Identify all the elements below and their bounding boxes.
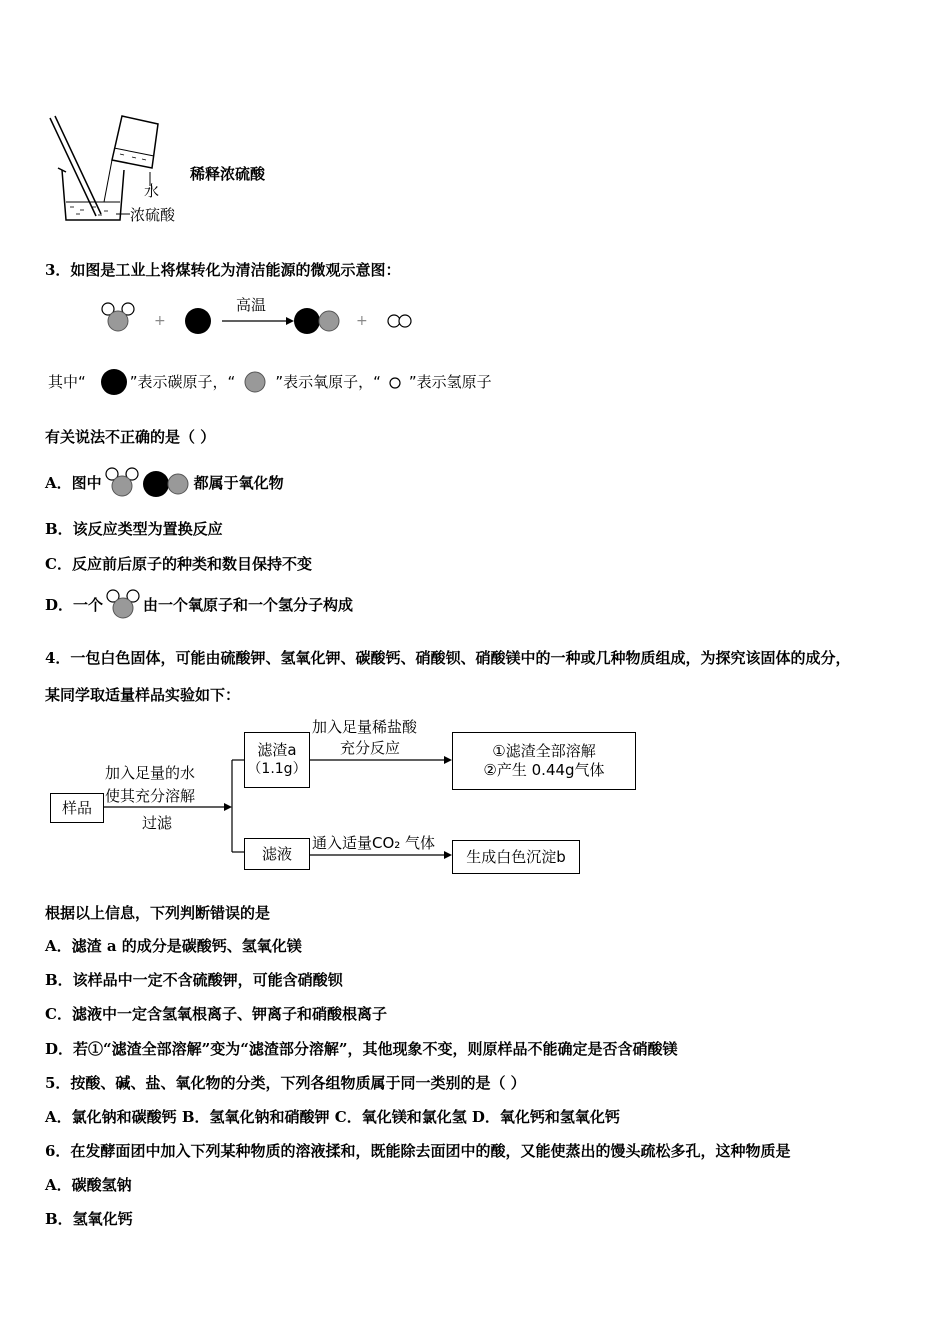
q4-option-c[interactable]: C．滤液中一定含氢氧根离子、钾离子和硝酸根离子	[45, 1005, 387, 1023]
carbon-atom	[185, 308, 211, 334]
h2-atom-right	[399, 315, 411, 327]
q3-option-a[interactable]	[45, 468, 284, 498]
legend-hydrogen-icon	[381, 370, 409, 394]
co-oxygen	[319, 311, 339, 331]
h2-atom-left	[388, 315, 400, 327]
legend-oxygen-text: ”表示氧原子，“	[275, 372, 381, 391]
legend-carbon-text: ”表示碳原子，“	[129, 372, 236, 391]
option-a-suffix: 都属于氧化物	[193, 474, 284, 492]
q4-stem-line1: 4．一包白色固体，可能由硫酸钾、氢氧化钾、碳酸钙、硝酸钡、硝酸镁中的一种或几种物质组成，为探究该固体的成分，	[45, 649, 851, 667]
legend-prefix: 其中“	[48, 372, 86, 391]
q3-option-d[interactable]	[45, 590, 353, 620]
q6-option-b[interactable]: B．氢氧化钙	[45, 1210, 133, 1228]
q3-stem: 3．如图是工业上将煤转化为清洁能源的微观示意图：	[45, 261, 401, 279]
co-carbon	[294, 308, 320, 334]
q4-option-a[interactable]: A．滤渣 a 的成分是碳酸钙、氢氧化镁	[45, 937, 302, 955]
acid-step-line1: 加入足量稀盐酸	[312, 718, 418, 736]
figure-caption: 稀释浓硫酸	[190, 165, 266, 183]
acid-step-line2: 充分反应	[340, 739, 401, 757]
svg-text:+: +	[154, 313, 166, 329]
option-d-prefix: D．一个	[45, 596, 104, 614]
water-label: 水	[144, 182, 160, 200]
q3-option-b[interactable]: B．该反应类型为置换反应	[45, 520, 223, 538]
q3-legend	[48, 370, 492, 394]
legend-hydrogen-text: ”表示氢原子	[408, 372, 492, 391]
acid-label: 浓硫酸	[130, 206, 176, 224]
q4-stem-line2: 某同学取适量样品实验如下：	[45, 686, 241, 704]
option-a-co-molecule-icon	[142, 468, 194, 498]
water-oxygen	[108, 311, 128, 331]
q3-question: 有关说法不正确的是（ ）	[45, 428, 216, 446]
q6-stem: 6．在发酵面团中加入下列某种物质的溶液揉和，既能除去面团中的酸，又能使蒸出的馒头疏松多孔，这种物质是	[45, 1142, 791, 1160]
q4-option-d[interactable]: D．若①“滤渣全部溶解”变为“滤渣部分溶解”，其他现象不变，则原样品不能确定是否含硝酸镁	[45, 1040, 678, 1058]
arrow-label: 高温	[236, 296, 267, 314]
q5-stem: 5．按酸、碱、盐、氧化物的分类，下列各组物质属于同一类别的是（ ）	[45, 1074, 526, 1092]
legend-carbon-icon	[86, 368, 130, 396]
residue-box: 滤渣a （1.1g）	[244, 732, 310, 788]
option-d-suffix: 由一个氧原子和一个氢分子构成	[143, 596, 354, 614]
q4-option-b[interactable]: B．该样品中一定不含硫酸钾，可能含硝酸钡	[45, 971, 343, 989]
option-a-water-molecule-icon	[102, 468, 142, 498]
sample-box: 样品	[50, 793, 104, 823]
step1-line2: 使其充分溶解	[105, 787, 196, 805]
result2-box: 生成白色沉淀b	[452, 840, 580, 874]
svg-text:+: +	[356, 313, 368, 329]
filtrate-box: 滤液	[244, 838, 310, 870]
step1-line3: 过滤	[142, 814, 173, 832]
legend-oxygen-icon	[235, 370, 275, 394]
q3-option-c[interactable]: C．反应前后原子的种类和数目保持不变	[45, 555, 312, 573]
result1-box: ①滤渣全部溶解 ②产生 0.44g气体	[452, 732, 636, 790]
step1-line1: 加入足量的水	[105, 764, 196, 782]
q5-options[interactable]: A．氯化钠和碳酸钙 B．氢氧化钠和硝酸钾 C．氧化镁和氯化氢 D．氧化钙和氢氧化钙	[45, 1108, 620, 1126]
option-a-prefix: A．图中	[45, 474, 102, 492]
q4-question: 根据以上信息，下列判断错误的是	[45, 904, 271, 922]
q6-option-a[interactable]: A．碳酸氢钠	[45, 1176, 132, 1194]
co2-step-label: 通入适量CO₂ 气体	[312, 834, 436, 852]
option-d-water-molecule-icon	[103, 590, 143, 620]
